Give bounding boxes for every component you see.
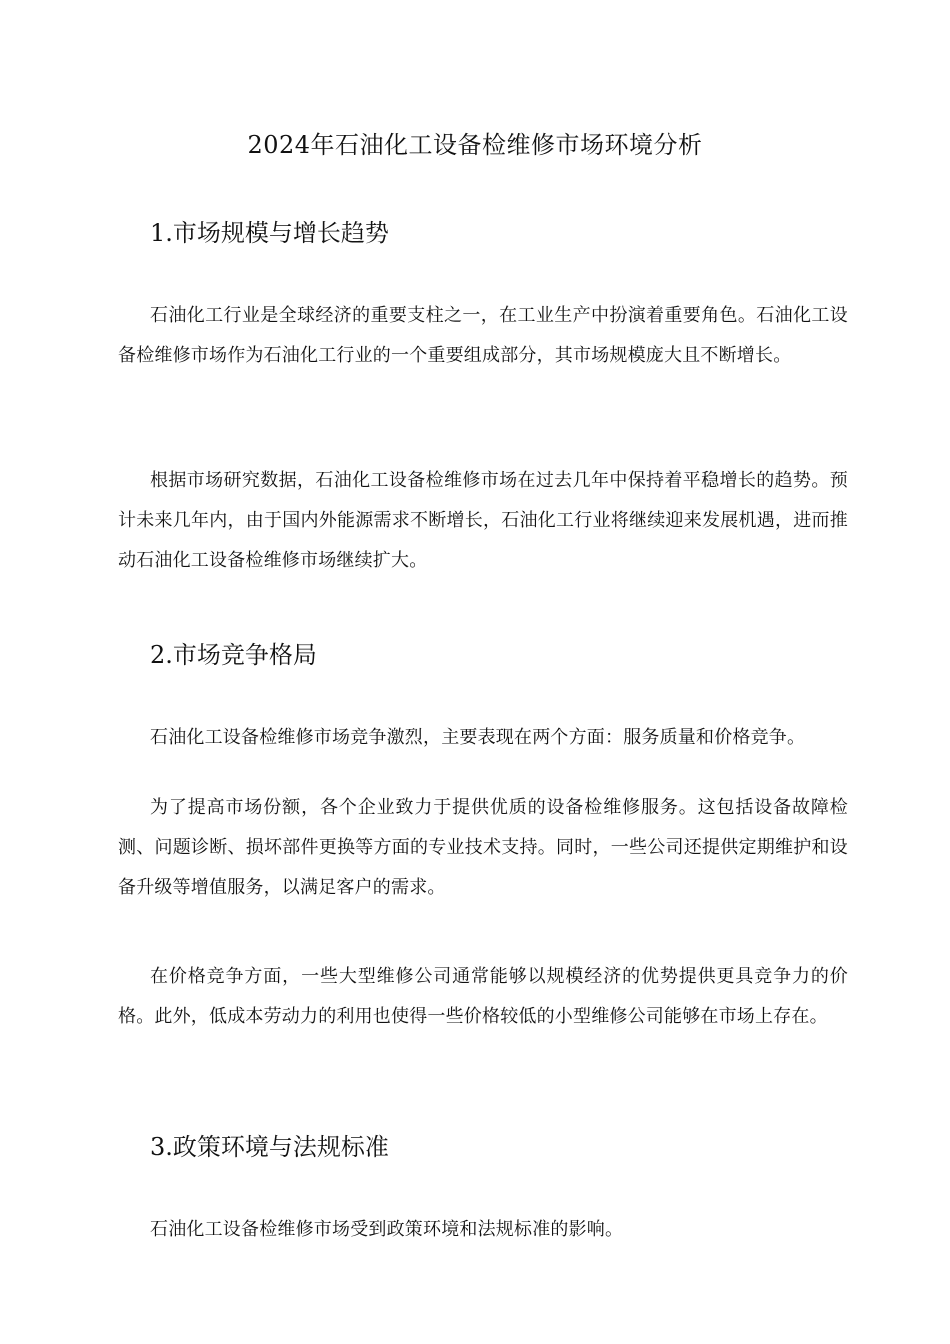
paragraph: 根据市场研究数据，石油化工设备检维修市场在过去几年中保持着平稳增长的趋势。预计未来几年内，由于国内外能源需求不断增长，石油化工行业将继续迎来发展机遇，进而推动石油化工设备检维修市场继续扩大。 xyxy=(118,470,848,571)
document-title: 2024年石油化工设备检维修市场环境分析 xyxy=(247,131,703,159)
paragraph: 石油化工行业是全球经济的重要支柱之一，在工业生产中扮演着重要角色。石油化工设备检维修市场作为石油化工行业的一个重要组成部分，其市场规模庞大且不断增长。 xyxy=(118,305,848,366)
paragraph: 石油化工设备检维修市场竞争激烈，主要表现在两个方面：服务质量和价格竞争。 xyxy=(150,727,806,748)
paragraph: 为了提高市场份额，各个企业致力于提供优质的设备检维修服务。这包括设备故障检测、问题诊断、损坏部件更换等方面的专业技术支持。同时，一些公司还提供定期维护和设备升级等增值服务，以满足客户的需求。 xyxy=(118,797,848,898)
section-heading-policy: 3.政策环境与法规标准 xyxy=(150,1133,389,1161)
paragraph: 石油化工设备检维修市场受到政策环境和法规标准的影响。 xyxy=(150,1219,624,1240)
section-heading-market-size: 1.市场规模与增长趋势 xyxy=(150,219,389,247)
paragraph: 在价格竞争方面，一些大型维修公司通常能够以规模经济的优势提供更具竞争力的价格。此外，低成本劳动力的利用也使得一些价格较低的小型维修公司能够在市场上存在。 xyxy=(118,966,848,1027)
section-heading-competition: 2.市场竞争格局 xyxy=(150,641,317,669)
